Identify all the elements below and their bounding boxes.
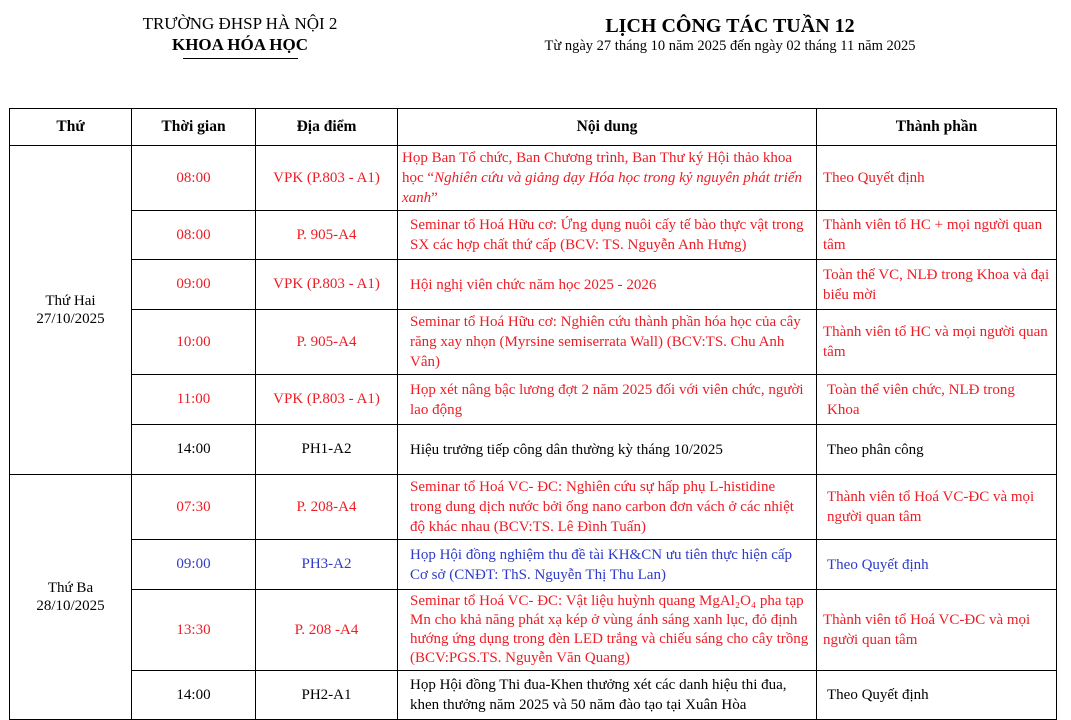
- table-header-row: [10, 109, 1057, 146]
- participants-cell: Thành viên tổ Hoá VC-ĐC và mọi người quan tâm: [817, 590, 1057, 671]
- content-cell: Họp xét nâng bậc lương đợt 2 năm 2025 đối với viên chức, người lao động: [398, 375, 817, 425]
- time-cell: 09:00: [132, 260, 256, 310]
- header-participants: Thành phần: [817, 109, 1057, 146]
- header-left: [110, 14, 370, 59]
- day-date: 28/10/2025: [36, 598, 105, 614]
- time-cell: 13:30: [132, 590, 256, 671]
- location-cell: VPK (P.803 - A1): [256, 146, 398, 211]
- location-cell: P. 208 -A4: [256, 590, 398, 671]
- participants-cell: Theo Quyết định: [817, 146, 1057, 211]
- time-cell: 08:00: [132, 146, 256, 211]
- location-cell: P. 905-A4: [256, 310, 398, 375]
- location-cell: PH1-A2: [256, 425, 398, 475]
- table-row: [10, 425, 1057, 475]
- content-cell: Seminar tổ Hoá VC- ĐC: Nghiên cứu sự hấp phụ L-histidine trong dung dịch nước bởi ống nano carbon đơn vách ở các nhiệt độ khác nhau (BCV:TS. Lê Đình Tuấn): [398, 475, 817, 540]
- day-date: 27/10/2025: [36, 311, 105, 327]
- content-cell: Họp Hội đồng Thi đua-Khen thưởng xét các danh hiệu thi đua, khen thưởng năm 2025 và 50 năm đào tạo tại Xuân Hòa: [398, 671, 817, 720]
- participants-cell: Thành viên tổ Hoá VC-ĐC và mọi người quan tâm: [817, 475, 1057, 540]
- day-cell: [10, 475, 132, 720]
- participants-cell: Toàn thể viên chức, NLĐ trong Khoa: [817, 375, 1057, 425]
- content-cell: [398, 146, 817, 211]
- content-cell: Seminar tổ Hoá VC- ĐC: Vật liệu huỳnh quang MgAl₂O₄ pha tạp Mn cho khả năng phát xạ kép ở vùng ánh sáng xanh lục, đỏ định hướng ứng dụng trong đèn LED trắng và chiếu sáng cho cây trồng (BCV:PGS.TS. Nguyễn Văn Quang): [398, 590, 817, 671]
- school-name: TRƯỜNG ĐHSP HÀ NỘI 2: [142, 14, 338, 33]
- table-row: [10, 375, 1057, 425]
- content-text-end: ”: [431, 190, 438, 206]
- table-row: [10, 540, 1057, 590]
- table-row: [10, 146, 1057, 211]
- location-cell: PH2-A1: [256, 671, 398, 720]
- location-cell: VPK (P.803 - A1): [256, 260, 398, 310]
- location-cell: VPK (P.803 - A1): [256, 375, 398, 425]
- table-row: [10, 211, 1057, 260]
- participants-cell: Toàn thể VC, NLĐ trong Khoa và đại biểu mời: [817, 260, 1057, 310]
- content-text: Họp Ban Tổ chức, Ban Chương trình, Ban Thư ký Hội thảo khoa học “: [402, 150, 793, 186]
- header-content: Nội dung: [398, 109, 817, 146]
- table-row: [10, 310, 1057, 375]
- participants-cell: Theo Quyết định: [817, 540, 1057, 590]
- day-name: Thứ Ba: [47, 580, 94, 596]
- content-cell: Hội nghị viên chức năm học 2025 - 2026: [398, 260, 817, 310]
- location-cell: PH3-A2: [256, 540, 398, 590]
- location-cell: P. 905-A4: [256, 211, 398, 260]
- header-right: [480, 14, 980, 55]
- table-row: [10, 260, 1057, 310]
- time-cell: 14:00: [132, 425, 256, 475]
- content-italic-text: Nghiên cứu và giảng dạy Hóa học trong kỷ nguyên phát triển xanh: [402, 170, 803, 206]
- participants-cell: Thành viên tổ HC + mọi người quan tâm: [817, 211, 1057, 260]
- participants-cell: Theo Quyết định: [817, 671, 1057, 720]
- faculty-name: KHOA HÓA HỌC: [171, 35, 309, 54]
- location-cell: P. 208-A4: [256, 475, 398, 540]
- page-title: LỊCH CÔNG TÁC TUẦN 12: [605, 15, 855, 37]
- date-range: Từ ngày 27 tháng 10 năm 2025 đến ngày 02 tháng 11 năm 2025: [544, 38, 916, 54]
- table-row: [10, 590, 1057, 671]
- participants-cell: Thành viên tổ HC và mọi người quan tâm: [817, 310, 1057, 375]
- table-row: [10, 671, 1057, 720]
- content-cell: Seminar tổ Hoá Hữu cơ: Ứng dụng nuôi cấy tế bào thực vật trong SX các hợp chất thứ cấp (BCV: TS. Nguyễn Anh Hưng): [398, 211, 817, 260]
- time-cell: 11:00: [132, 375, 256, 425]
- faculty-underline: [183, 58, 298, 59]
- participants-cell: Theo phân công: [817, 425, 1057, 475]
- content-cell: Họp Hội đồng nghiệm thu đề tài KH&CN ưu tiên thực hiện cấp Cơ sở (CNĐT: ThS. Nguyễn Thị Thu Lan): [398, 540, 817, 590]
- header-location: Địa điểm: [256, 109, 398, 146]
- content-cell: Hiệu trưởng tiếp công dân thường kỳ tháng 10/2025: [398, 425, 817, 475]
- table-row: [10, 475, 1057, 540]
- header-day: Thứ: [10, 109, 132, 146]
- day-name: Thứ Hai: [45, 293, 96, 309]
- schedule-table: [9, 108, 1057, 720]
- time-cell: 10:00: [132, 310, 256, 375]
- header-time: Thời gian: [132, 109, 256, 146]
- day-cell: [10, 146, 132, 475]
- time-cell: 08:00: [132, 211, 256, 260]
- time-cell: 14:00: [132, 671, 256, 720]
- content-cell: Seminar tổ Hoá Hữu cơ: Nghiên cứu thành phần hóa học của cây răng xay nhọn (Myrsine semiserrata Wall) (BCV:TS. Chu Anh Vân): [398, 310, 817, 375]
- time-cell: 07:30: [132, 475, 256, 540]
- time-cell: 09:00: [132, 540, 256, 590]
